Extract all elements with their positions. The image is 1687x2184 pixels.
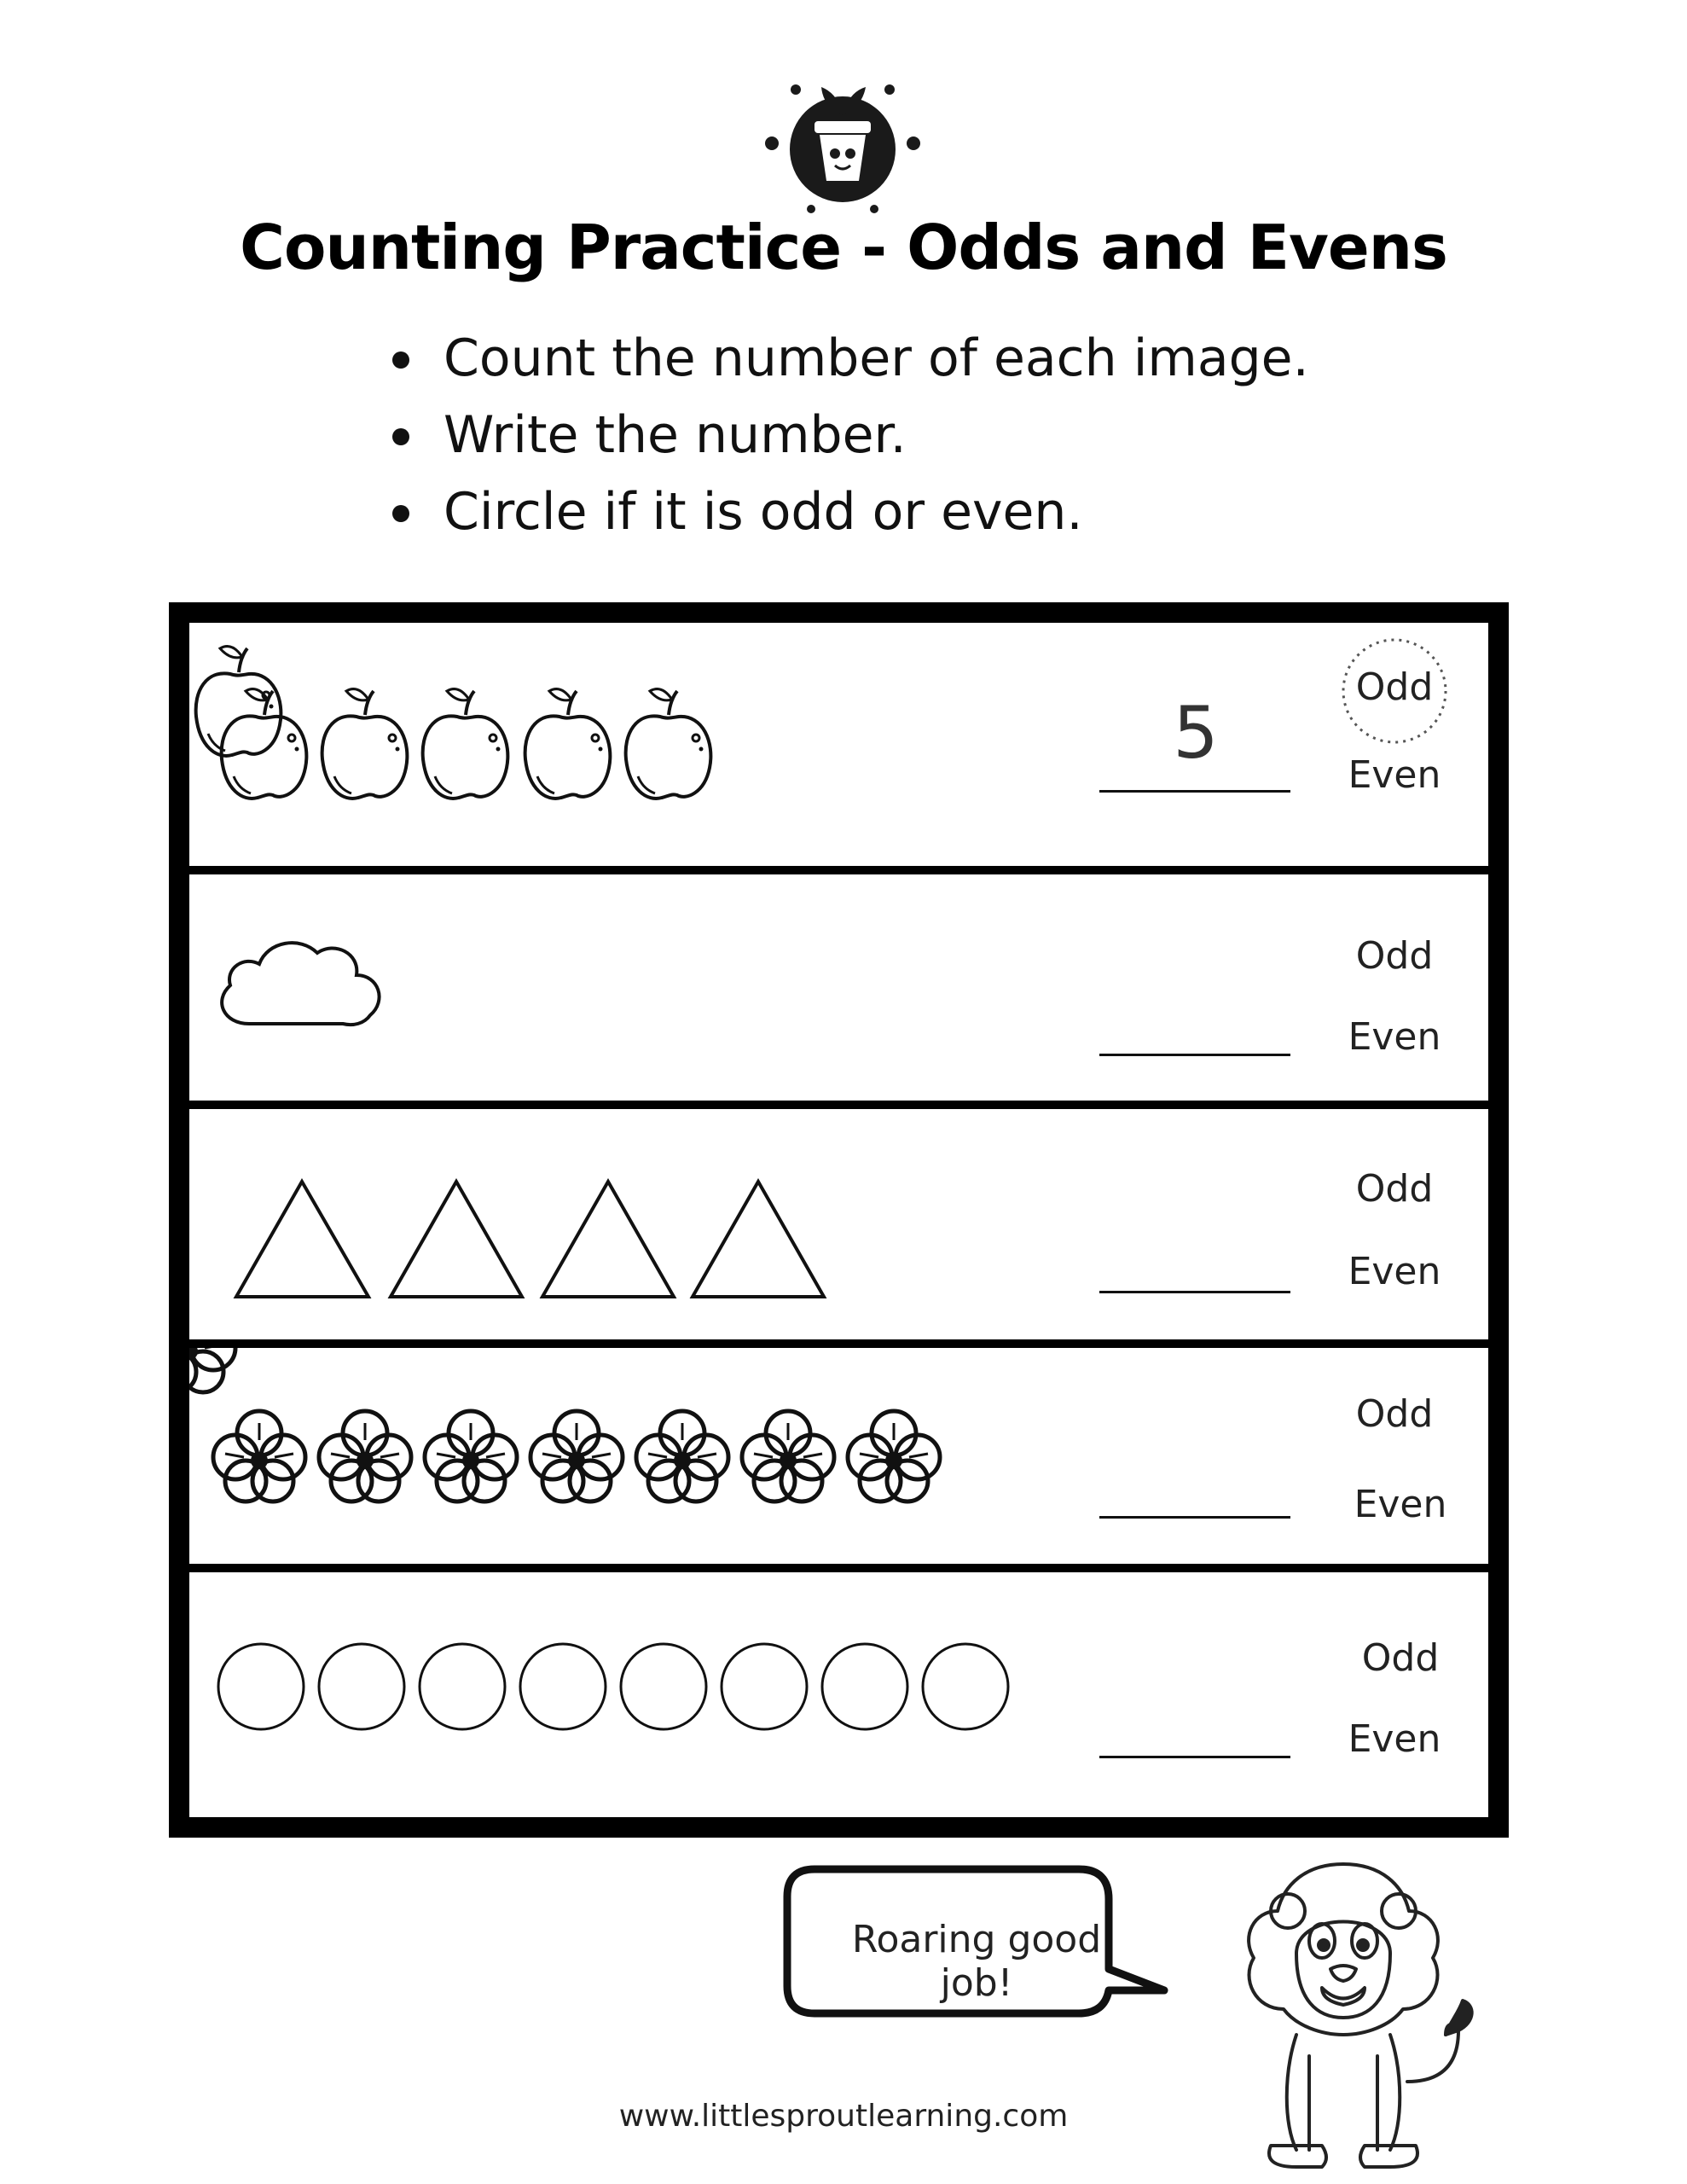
row-cloud xyxy=(189,874,1488,1101)
instructions-list xyxy=(392,320,1309,550)
row-divider xyxy=(189,1339,1488,1348)
circle-icon xyxy=(621,1644,706,1729)
circle-icon xyxy=(319,1644,404,1729)
example-answer: 5 xyxy=(1173,691,1219,775)
odd-option[interactable]: Odd xyxy=(1355,665,1434,709)
row-apples xyxy=(189,623,1488,866)
flower-icon xyxy=(636,1411,728,1502)
instruction-item: Count the number of each image. xyxy=(392,320,1309,397)
page-title: Counting Practice - Odds and Evens xyxy=(240,212,1447,283)
answer-line[interactable] xyxy=(1099,790,1290,793)
odd-option[interactable]: Odd xyxy=(1355,1392,1434,1436)
triangle-icon xyxy=(693,1182,824,1297)
apple-icon xyxy=(525,689,611,799)
odd-option[interactable]: Odd xyxy=(1355,1167,1434,1211)
speech-bubble-text: Roaring good job! xyxy=(851,1918,1102,2005)
triangle-icons xyxy=(189,1109,957,1339)
circle-icon xyxy=(520,1644,606,1729)
flower-icon xyxy=(742,1411,834,1502)
circle-icons xyxy=(189,1572,1042,1816)
even-option[interactable]: Even xyxy=(1348,1250,1441,1293)
row-divider xyxy=(189,866,1488,874)
flower-icon xyxy=(848,1411,940,1502)
cloud-icon xyxy=(222,943,379,1025)
circle-icon xyxy=(722,1644,807,1729)
row-triangles xyxy=(189,1109,1488,1339)
flower-icon xyxy=(213,1411,305,1502)
flower-icon xyxy=(530,1411,623,1502)
even-option[interactable]: Even xyxy=(1348,753,1441,797)
apple-icon xyxy=(423,689,508,799)
apple-icon xyxy=(222,689,307,799)
apple-icons xyxy=(189,623,957,866)
even-option[interactable]: Even xyxy=(1348,1717,1441,1761)
circle-icon xyxy=(822,1644,907,1729)
instruction-item: Circle if it is odd or even. xyxy=(392,473,1309,550)
circle-icon xyxy=(923,1644,1008,1729)
footer-url[interactable]: www.littlesproutlearning.com xyxy=(618,2099,1069,2134)
row-divider xyxy=(189,1564,1488,1572)
triangle-icon xyxy=(236,1182,368,1297)
circle-icon xyxy=(420,1644,505,1729)
flower-icon xyxy=(425,1411,517,1502)
triangle-icon xyxy=(391,1182,522,1297)
answer-line[interactable] xyxy=(1099,1054,1290,1056)
answer-line[interactable] xyxy=(1099,1756,1290,1758)
odd-option[interactable]: Odd xyxy=(1355,934,1434,978)
flower-icon xyxy=(319,1411,411,1502)
even-option[interactable]: Even xyxy=(1348,1015,1441,1059)
answer-line[interactable] xyxy=(1099,1516,1290,1519)
cloud-icons xyxy=(189,874,530,1101)
apple-icon xyxy=(626,689,711,799)
even-option[interactable]: Even xyxy=(1354,1483,1447,1526)
answer-line[interactable] xyxy=(1099,1291,1290,1293)
odd-option[interactable]: Odd xyxy=(1361,1636,1440,1680)
triangle-icon xyxy=(542,1182,674,1297)
flower-icons xyxy=(189,1348,1042,1564)
row-circles xyxy=(189,1572,1488,1816)
sprout-pot-logo xyxy=(762,68,924,213)
circle-icon xyxy=(218,1644,304,1729)
row-flowers xyxy=(189,1348,1488,1564)
row-divider xyxy=(189,1101,1488,1109)
apple-icon xyxy=(322,689,408,799)
instruction-item: Write the number. xyxy=(392,397,1309,473)
